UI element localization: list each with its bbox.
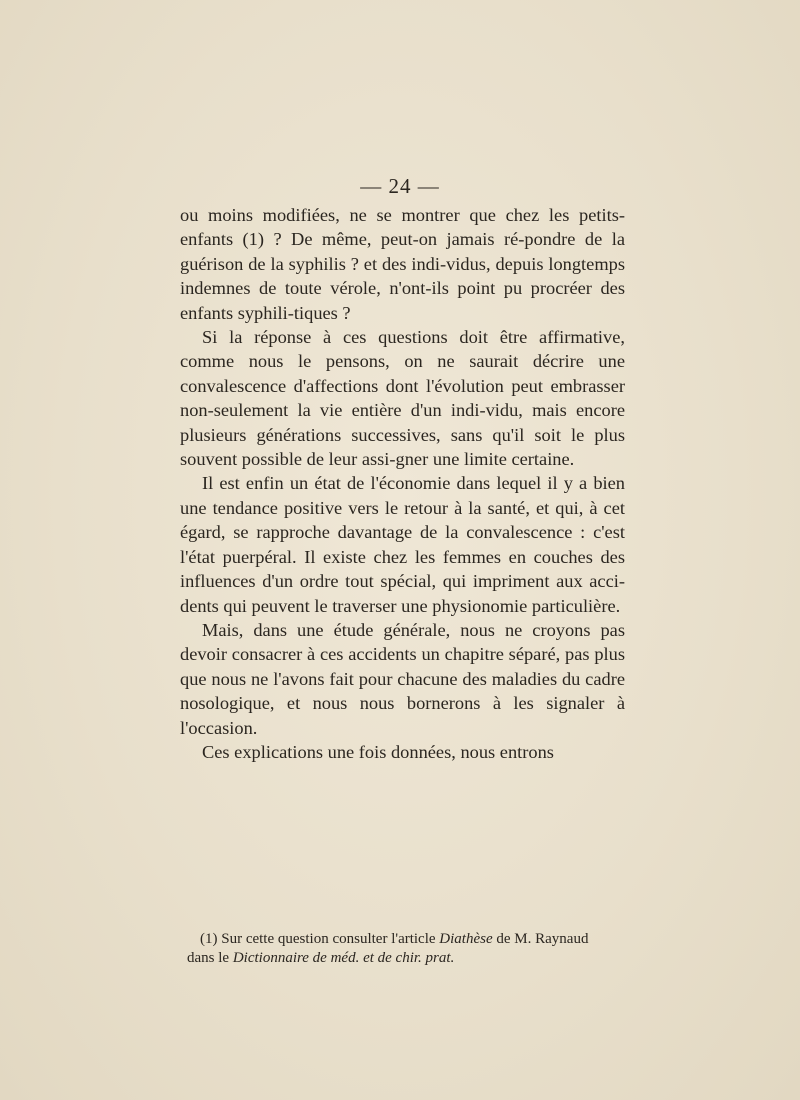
paragraph-5: Ces explications une fois données, nous entrons [202, 741, 554, 762]
page-number: — 24 — [360, 174, 440, 198]
paragraph-3: Il est enfin un état de l'économie dans lequel il y a bien une tendance positive vers le retour à la santé, et qui, à cet égard, se rapproche davantage de la convalescence : c'est l'état puerpéral. Il existe chez les femmes en couches des influences d'un ordre tout spécial, qui impriment aux acci-dents qui peuvent le traverser une physionomie particulière. [180, 473, 625, 616]
footnote-text-2: de M. Raynaud [492, 931, 589, 947]
body-text [180, 203, 625, 764]
footnote [187, 930, 627, 968]
footnote-text-1: (1) Sur cette question consulter l'article [200, 931, 440, 947]
paragraph-2: Si la réponse à ces questions doit être affirmative, comme nous le pensons, on ne saurait décrire une convalescence d'affections dont l'évolution peut embrasser non-seulement la vie entière d'un indi-vidu, mais encore plusieurs générations successives, sans qu'il soit le plus souvent possible de leur assi-gner une limite certaine. [180, 327, 625, 470]
footnote-italic-2: Dictionnaire de méd. et de chir. prat. [232, 950, 455, 966]
paragraph-1: ou moins modifiées, ne se montrer que chez les petits-enfants (1) ? De même, peut-on jamais ré-pondre de la guérison de la syphilis ? et des indi-vidus, depuis longtemps indemnes de toute vérole, n'ont-ils point pu procréer des enfants syphili-tiques ? [180, 205, 625, 323]
footnote-line-2 [187, 949, 627, 968]
footnote-text-3: dans le [187, 950, 233, 966]
footnote-line-1 [187, 930, 627, 949]
paragraph-4: Mais, dans une étude générale, nous ne croyons pas devoir consacrer à ces accidents un chapitre séparé, pas plus que nous ne l'avons fait pour chacune des maladies du cadre nosologique, et nous nous bornerons à les signaler à l'occasion. [180, 619, 625, 738]
footnote-italic-1: Diathèse [439, 931, 493, 947]
